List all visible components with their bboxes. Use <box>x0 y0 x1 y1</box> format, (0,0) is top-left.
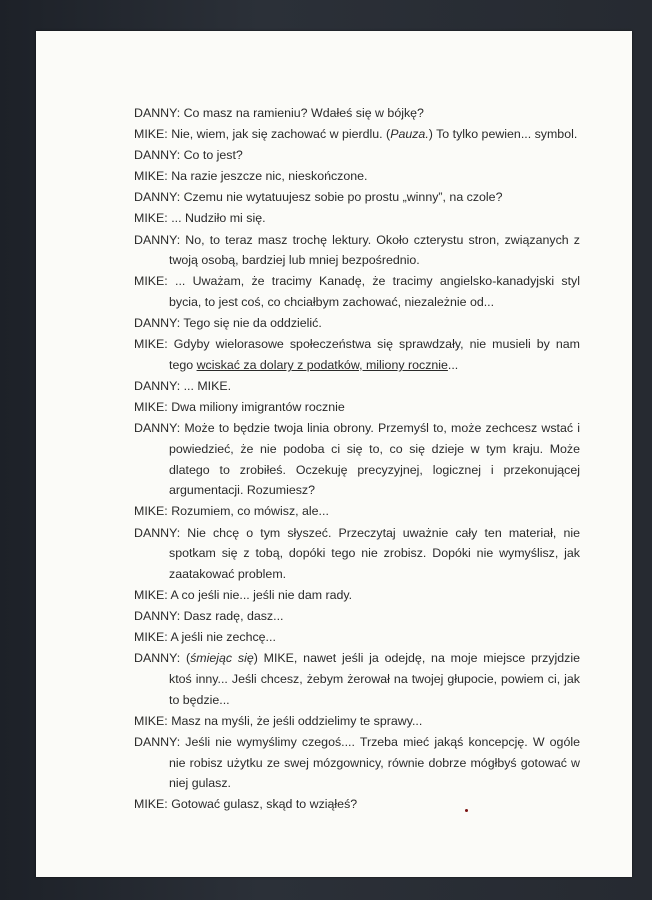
line-text: No, to teraz masz trochę lektury. Około czterystu stron, związanych z twoją osobą, bardziej lub mniej bezpośrednio. <box>169 232 580 268</box>
stage-direction: śmiejąc się <box>190 651 254 666</box>
speaker-name: DANNY: <box>134 525 181 540</box>
line-text: Dwa miliony imigrantów rocznie <box>171 400 345 415</box>
dialogue-line <box>134 501 580 522</box>
line-text: Gdyby wielorasowe społeczeństwa się sprawdzały, nie musieli by nam tego <box>169 337 580 372</box>
underlined-text: wciskać za dolary z podatków, miliony rocznie <box>196 357 448 372</box>
speaker-name: DANNY: <box>134 421 181 436</box>
dialogue-line <box>134 208 580 229</box>
line-text: Czemu nie wytatuujesz sobie po prostu „winny”, na czole? <box>183 190 503 205</box>
dialogue-line <box>134 334 580 375</box>
line-text: A co jeśli nie... jeśli nie dam rady. <box>170 588 353 603</box>
line-text: Gotować gulasz, skąd to wziąłeś? <box>171 797 358 812</box>
dialogue-line <box>134 271 580 312</box>
line-text: Co masz na ramieniu? Wdałeś się w bójkę? <box>183 106 424 120</box>
line-text: A jeśli nie zechcę... <box>170 630 276 645</box>
dialogue-line <box>134 187 580 208</box>
dialogue-line <box>134 230 580 271</box>
speaker-name: DANNY: <box>134 609 181 624</box>
speaker-name: DANNY: <box>134 148 181 163</box>
dialogue-line <box>134 711 580 732</box>
speaker-name: DANNY: <box>134 651 181 666</box>
dialogue-line <box>134 145 580 166</box>
speaker-name: DANNY: <box>134 379 181 394</box>
dialogue-line <box>134 166 580 187</box>
line-text: ... <box>447 357 459 372</box>
speaker-name: DANNY: <box>134 734 181 749</box>
speaker-name: DANNY: <box>134 190 181 205</box>
dialogue-line <box>134 732 580 794</box>
ink-speck <box>465 809 468 812</box>
dialogue-line <box>134 606 580 627</box>
speaker-name: MIKE: <box>134 504 168 519</box>
line-text: Masz na myśli, że jeśli oddzielimy te sprawy... <box>171 713 423 728</box>
speaker-name: MIKE: <box>134 400 168 415</box>
line-text: ... Uważam, że tracimy Kanadę, że tracimy angielsko-kanadyjski styl bycia, to jest coś, co chciałbym zachować, niezależnie od... <box>169 274 580 310</box>
speaker-name: MIKE: <box>134 127 168 142</box>
line-text: Co to jest? <box>183 148 243 163</box>
dialogue-line <box>134 794 580 815</box>
speaker-name: MIKE: <box>134 337 168 352</box>
dialogue-line <box>134 313 580 334</box>
dialogue-line <box>134 397 580 418</box>
dialogue-line <box>134 627 580 648</box>
dialogue-line <box>134 523 580 585</box>
speaker-name: MIKE: <box>134 211 168 226</box>
dialogue-line <box>134 124 580 145</box>
speaker-name: DANNY: <box>134 232 181 247</box>
dialogue-line <box>134 585 580 606</box>
line-text: Dasz radę, dasz... <box>183 609 284 624</box>
speaker-name: MIKE: <box>134 169 168 184</box>
dialogue-line <box>134 418 580 501</box>
line-text: ... Nudziło mi się. <box>171 211 266 226</box>
speaker-name: MIKE: <box>134 588 168 603</box>
dialogue-line <box>134 103 580 124</box>
document-page <box>36 31 632 877</box>
line-text: Na razie jeszcze nic, nieskończone. <box>171 169 368 184</box>
speaker-name: MIKE: <box>134 797 168 812</box>
line-text: Nie chcę o tym słyszeć. Przeczytaj uważnie cały ten materiał, nie spotkam się z tobą, dopóki tego nie zrobisz. Dopóki nie wymyślisz, jak zaatakować problem. <box>169 525 580 581</box>
line-text: Nie, wiem, jak się zachować w pierdlu. ( <box>171 127 391 142</box>
speaker-name: DANNY: <box>134 106 181 120</box>
speaker-name: MIKE: <box>134 713 168 728</box>
line-text: Może to będzie twoja linia obrony. Przemyśl to, może zechcesz wstać i powiedzieć, że nie podoba ci się to, co się dzieje w tym kraju. Może dlatego to zrobiłeś. Oczekuję precyzyjnej, logicznej i przekonującej argumentacji. Rozumiesz? <box>169 421 580 498</box>
line-text: ( <box>185 651 191 666</box>
line-text: Tego się nie da oddzielić. <box>183 316 322 331</box>
speaker-name: MIKE: <box>134 274 168 289</box>
line-text: ) MIKE, nawet jeśli ja odejdę, na moje miejsce przyjdzie ktoś inny... Jeśli chcesz, żebym żerował na twojej głupocie, powiem ci, jak to będzie... <box>169 651 580 707</box>
speaker-name: DANNY: <box>134 316 181 331</box>
line-text: ... MIKE. <box>183 379 232 394</box>
script-body <box>134 103 580 816</box>
dialogue-line <box>134 376 580 397</box>
line-text: Jeśli nie wymyślimy czegoś.... Trzeba mieć jakąś koncepcję. W ogóle nie robisz użytku ze swej mózgownicy, równie dobrze mógłbyś gotować w niej gulasz. <box>169 734 580 791</box>
dialogue-line <box>134 648 580 710</box>
speaker-name: MIKE: <box>134 630 168 645</box>
stage-direction: Pauza. <box>390 127 429 142</box>
line-text: ) To tylko pewien... symbol. <box>428 127 578 142</box>
line-text: Rozumiem, co mówisz, ale... <box>171 504 329 519</box>
